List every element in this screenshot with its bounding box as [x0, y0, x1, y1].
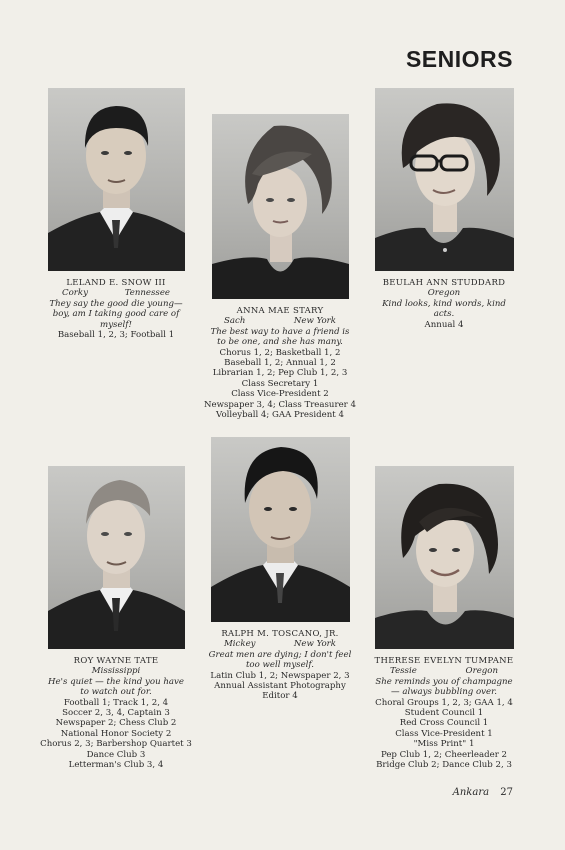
senior-nickname: Tessie: [390, 666, 417, 677]
activity-line: Editor 4: [262, 691, 298, 702]
activity-line: Baseball 1, 2, 3; Football 1: [57, 330, 175, 341]
senior-activities: [202, 671, 358, 702]
activity-line: National Honor Society 2: [60, 728, 172, 739]
senior-home-state: Mississippi: [91, 666, 141, 677]
senior-activities: [40, 698, 192, 771]
senior-name: LELAND E. SNOW III: [66, 278, 166, 288]
activity-line: Red Cross Council 1: [399, 718, 489, 729]
senior-quote: The best way to have a friend is to be one, and she has many.: [210, 326, 350, 348]
activity-line: Latin Club 1, 2; Newspaper 2, 3: [210, 670, 350, 681]
senior-quote: He's quiet — the kind you have to watch out for.: [48, 676, 184, 698]
senior-entry-stary: [202, 114, 358, 420]
activity-line: Dance Club 3: [86, 749, 146, 760]
senior-entry-toscano: [202, 437, 358, 702]
senior-quote: They say the good die young—boy, am I taking good care of myself!: [49, 298, 183, 330]
senior-home-state: New York: [293, 316, 336, 327]
senior-portrait-photo: [211, 437, 350, 622]
activity-line: Annual 4: [424, 319, 464, 330]
activity-line: Class Secretary 1: [241, 378, 319, 389]
activity-line: Volleyball 4; GAA President 4: [216, 410, 344, 421]
senior-name: BEULAH ANN STUDDARD: [382, 278, 506, 288]
senior-home-state: Oregon: [427, 288, 461, 299]
senior-portrait-photo: [212, 114, 349, 299]
page-footer: [453, 787, 513, 798]
senior-activities: [202, 348, 358, 421]
activity-line: Newspaper 2; Chess Club 2: [55, 718, 177, 729]
senior-activities: [368, 320, 520, 330]
activity-line: Baseball 1, 2; Annual 1, 2: [224, 358, 336, 369]
senior-name: THERESE EVELYN TUMPANE: [374, 656, 514, 666]
activity-line: Class Vice-President 2: [231, 389, 329, 400]
page-number: 27: [500, 787, 513, 798]
page-title: SENIORS: [405, 46, 513, 72]
senior-name: ROY WAYNE TATE: [73, 656, 159, 666]
senior-activities: [40, 330, 192, 340]
senior-portrait-photo: [48, 88, 185, 271]
senior-name: ANNA MAE STARY: [236, 306, 324, 316]
activity-line: Librarian 1, 2; Pep Club 1, 2, 3: [212, 368, 348, 379]
senior-entry-tate: [40, 466, 192, 770]
senior-nickname: Sach: [224, 316, 246, 327]
senior-entry-studdard: [368, 88, 520, 330]
activity-line: Annual Assistant Photography: [214, 681, 346, 692]
senior-portrait-photo: [48, 466, 185, 649]
activity-line: Newspaper 3, 4; Class Treasurer 4: [204, 399, 356, 410]
activity-line: Football 1; Track 1, 2, 4: [63, 697, 169, 708]
senior-home-state: New York: [293, 639, 336, 650]
activity-line: Class Vice-President 1: [395, 728, 493, 739]
senior-quote: Kind looks, kind words, kind acts.: [382, 298, 506, 320]
senior-quote: Great men are dying; I don't feel too well myself.: [208, 649, 352, 671]
school-name: Ankara: [452, 787, 490, 798]
senior-name: RALPH M. TOSCANO, JR.: [221, 629, 339, 639]
senior-nickname: Corky: [62, 288, 88, 299]
senior-nickname: Mickey: [224, 639, 256, 650]
senior-home-state: Oregon: [465, 666, 498, 677]
senior-home-state: Tennessee: [124, 288, 170, 299]
senior-entry-tumpane: [368, 466, 520, 770]
activity-line: Chorus 1, 2; Basketball 1, 2: [219, 347, 341, 358]
activity-line: Chorus 2, 3; Barbershop Quartet 3: [40, 739, 192, 750]
activity-line: "Miss Print" 1: [413, 739, 475, 750]
activity-line: Letterman's Club 3, 4: [68, 760, 164, 771]
activity-line: Bridge Club 2; Dance Club 2, 3: [376, 760, 512, 771]
senior-portrait-photo: [375, 466, 514, 649]
activity-line: Student Council 1: [404, 708, 484, 719]
senior-activities: [368, 698, 520, 771]
activity-line: Pep Club 1, 2; Cheerleader 2: [380, 749, 508, 760]
senior-portrait-photo: [375, 88, 514, 271]
activity-line: Soccer 2, 3, 4, Captain 3: [62, 708, 170, 719]
senior-entry-snow: [40, 88, 192, 340]
activity-line: Choral Groups 1, 2, 3; GAA 1, 4: [375, 697, 513, 708]
senior-quote: She reminds you of champagne — always bubbling over.: [375, 676, 513, 698]
